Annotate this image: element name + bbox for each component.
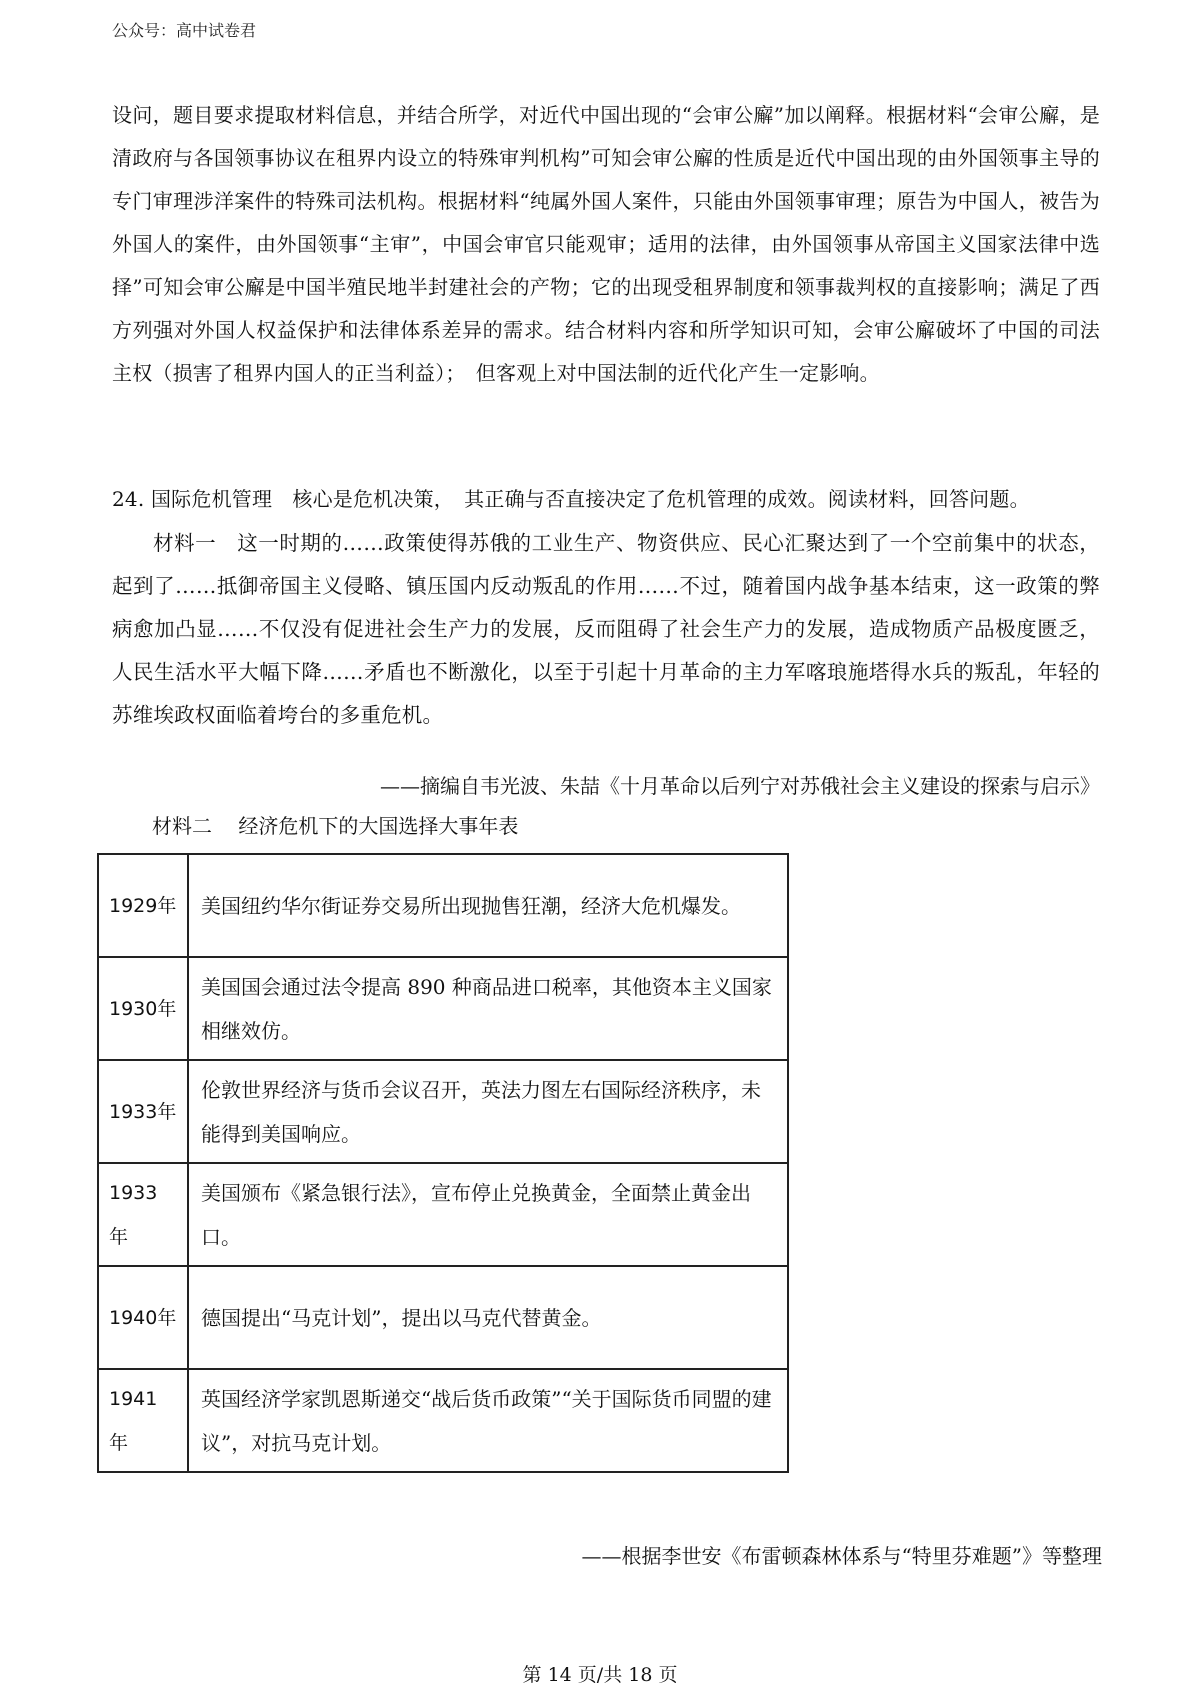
page-footer: 第 14 页/共 18 页 [522, 1664, 678, 1686]
table-row [98, 1060, 788, 1163]
event-cell: 英国经济学家凯恩斯递交“战后货币政策”“关于国际货币同盟的建议”，对抗马克计划。 [188, 1369, 788, 1472]
event-cell: 德国提出“马克计划”，提出以马克代替黄金。 [188, 1266, 788, 1369]
year-cell: 1933年 [98, 1060, 188, 1163]
table-row [98, 1163, 788, 1266]
table-row [98, 957, 788, 1060]
event-cell: 美国颁布《紧急银行法》，宣布停止兑换黄金，全面禁止黄金出口。 [188, 1163, 788, 1266]
table-row [98, 1266, 788, 1369]
event-cell: 伦敦世界经济与货币会议召开，英法力图左右国际经济秩序，未能得到美国响应。 [188, 1060, 788, 1163]
material-2-title: 材料二 经济危机下的大国选择大事年表 [152, 814, 519, 838]
year-cell: 1929年 [98, 854, 188, 957]
material-1-source: ——摘编自韦光波、朱喆《十月革命以后列宁对苏俄社会主义建设的探索与启示》 [380, 774, 1100, 798]
table-row [98, 854, 788, 957]
answer-paragraph: 设问，题目要求提取材料信息，并结合所学，对近代中国出现的“会审公廨”加以阐释。根据材料“会审公廨，是清政府与各国领事协议在租界内设立的特殊审判机构”可知会审公廨的性质是近代中国出现的由外国领事主导的专门审理涉洋案件的特殊司法机构。根据材料“纯属外国人案件，只能由外国领事审理；原告为中国人，被告为外国人的案件，由外国领事“主审”，中国会审官只能观审；适用的法律，由外国领事从帝国主义国家法律中选择”可知会审公廨是中国半殖民地半封建社会的产物；它的出现受租界制度和领事裁判权的直接影响；满足了西方列强对外国人权益保护和法律体系差异的需求。结合材料内容和所学知识可知，会审公廨破坏了中国的司法主权（损害了租界内国人的正当利益）； 但客观上对中国法制的近代化产生一定影响。 [112, 103, 1100, 385]
material-2-source: ——根据李世安《布雷顿森林体系与“特里芬难题”》等整理 [581, 1544, 1102, 1568]
year-cell: 1940年 [98, 1266, 188, 1369]
event-cell: 美国纽约华尔街证券交易所出现抛售狂潮，经济大危机爆发。 [188, 854, 788, 957]
table-row [98, 1369, 788, 1472]
year-cell: 1933 年 [98, 1163, 188, 1266]
material-1: 材料一 这一时期的……政策使得苏俄的工业生产、物资供应、民心汇聚达到了一个空前集中的状态，起到了……抵御帝国主义侵略、镇压国内反动叛乱的作用……不过，随着国内战争基本结束，这一政策的弊病愈加凸显……不仅没有促进社会生产力的发展，反而阻碍了社会生产力的发展，造成物质产品极度匮乏，人民生活水平大幅下降……矛盾也不断激化，以至于引起十月革命的主力军喀琅施塔得水兵的叛乱，年轻的苏维埃政权面临着垮台的多重危机。 [112, 531, 1100, 727]
year-cell: 1941 年 [98, 1369, 188, 1472]
question-24: 24. 国际危机管理 核心是危机决策， 其正确与否直接决定了危机管理的成效。阅读材料，回答问题。 [112, 487, 1030, 511]
year-cell: 1930年 [98, 957, 188, 1060]
event-cell: 美国国会通过法令提高 890 种商品进口税率，其他资本主义国家相继效仿。 [188, 957, 788, 1060]
events-table [97, 853, 789, 1473]
page-header: 公众号：高中试卷君 [112, 21, 257, 40]
